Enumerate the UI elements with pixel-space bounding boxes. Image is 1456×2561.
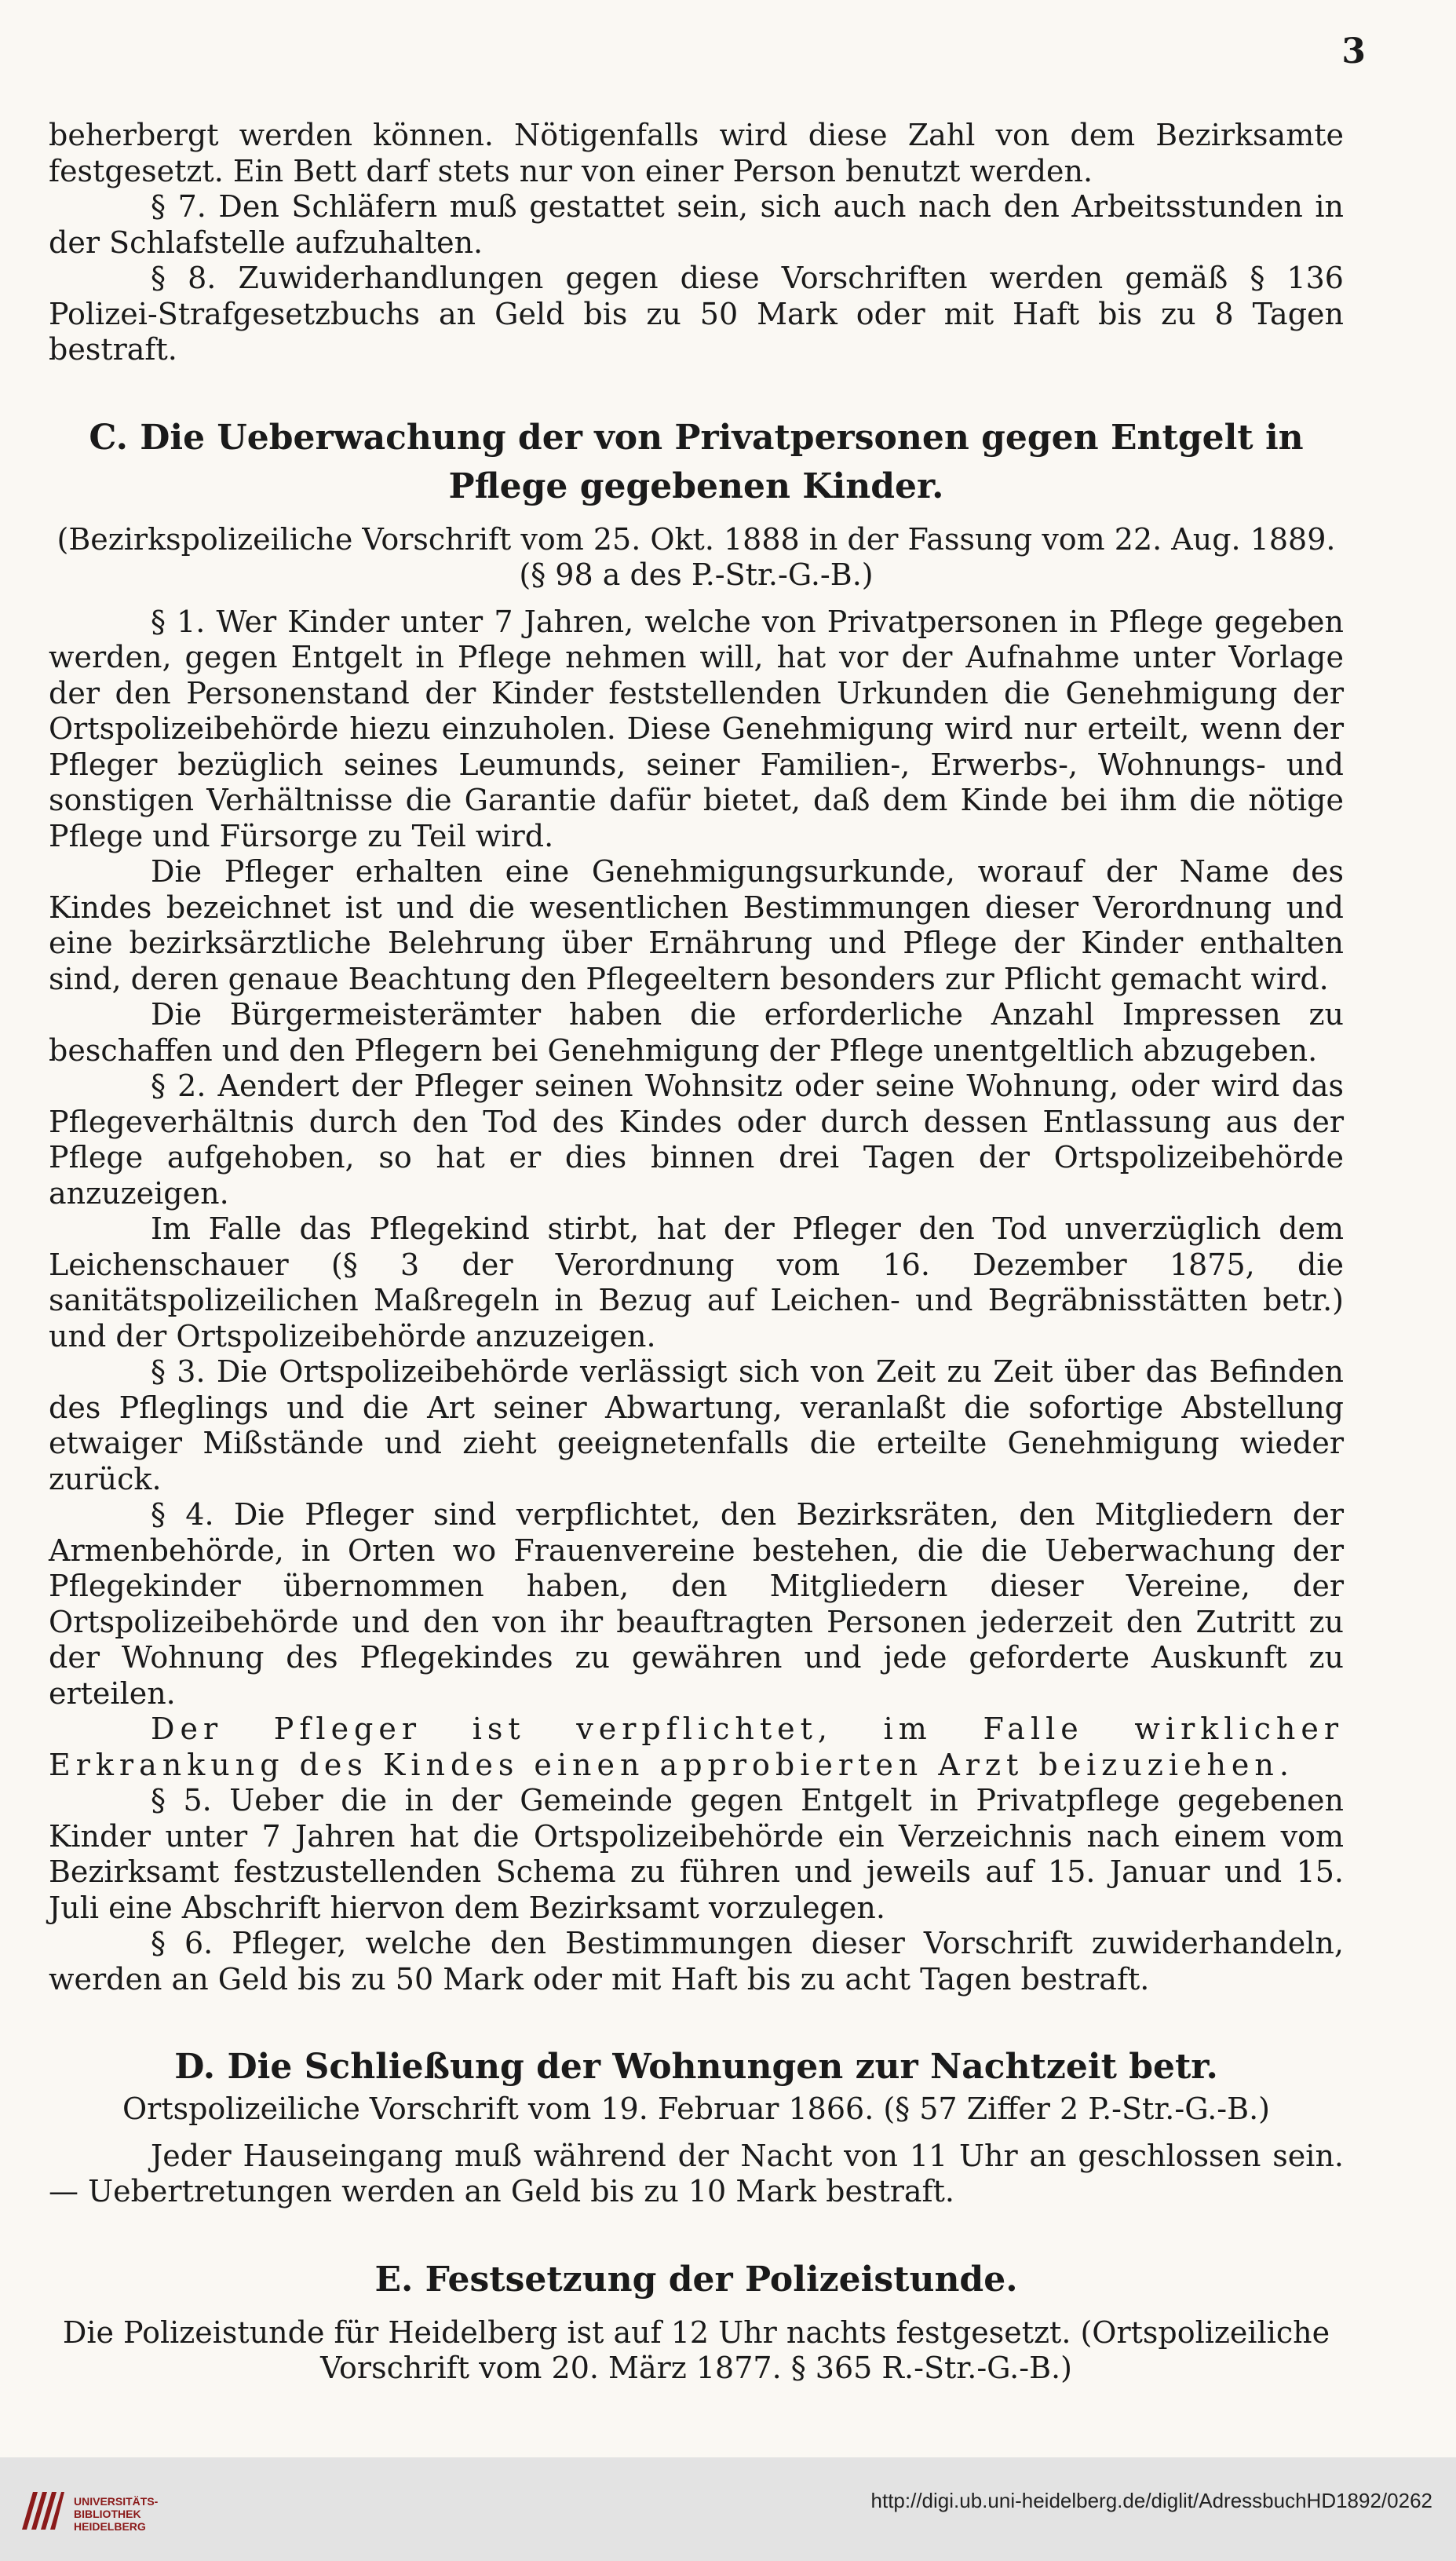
paragraph: § 8. Zuwiderhandlungen gegen diese Vorschriften werden gemäß § 136 Polizei-Strafgesetzbuchs an Geld bis zu 50 Mark oder mit Haft bis zu 8 Tagen bestraft.	[49, 261, 1344, 367]
paragraph: § 2. Aendert der Pfleger seinen Wohnsitz oder seine Wohnung, oder wird das Pflegeverhältnis durch den Tod des Kindes oder durch dessen Entlassung aus der Pflege aufgehoben, so hat er dies binnen drei Tagen der Ortspolizeibehörde anzuzeigen.	[49, 1069, 1344, 1211]
spacer	[49, 2128, 1344, 2139]
source-url-link[interactable]: http://digi.ub.uni-heidelberg.de/diglit/AdressbuchHD1892/0262	[870, 2489, 1432, 2512]
section-subtitle: (Bezirkspolizeiliche Vorschrift vom 25. Okt. 1888 in der Fassung vom 22. Aug. 1889. (§ 98 a des P.-Str.-G.-B.)	[57, 521, 1336, 592]
paragraph: beherbergt werden können. Nötigenfalls wird diese Zahl von dem Bezirksamte festgesetzt. Ein Bett darf stets nur von einer Person benutzt werden.	[49, 118, 1344, 188]
library-logo-icon	[16, 2486, 66, 2536]
section-title: D. Die Schließung der Wohnungen zur Nachtzeit betr.	[174, 2047, 1218, 2087]
logo-line: BIBLIOTHEK	[74, 2508, 141, 2520]
spacer	[49, 2304, 1344, 2315]
paragraph: § 7. Den Schläfern muß gestattet sein, sich auch nach den Arbeitsstunden in der Schlafstelle aufzuhalten.	[49, 189, 1344, 260]
spacer	[49, 368, 1344, 414]
paragraph: Die Bürgermeisterämter haben die erforderliche Anzahl Impressen zu beschaffen und den Pflegern bei Genehmigung der Pflege unentgeltlich abzugeben.	[49, 997, 1344, 1068]
library-logo-text	[74, 2495, 158, 2533]
paragraph: Jeder Hauseingang muß während der Nacht von 11 Uhr an geschlossen sein. — Uebertretungen werden an Geld bis zu 10 Mark bestraft.	[49, 2138, 1344, 2208]
paragraph: § 1. Wer Kinder unter 7 Jahren, welche von Privatpersonen in Pflege gegeben werden, gegen Entgelt in Pflege nehmen will, hat vor der Aufnahme unter Vorlage der den Personenstand der Kinder feststellenden Urkunden die Genehmigung der Ortspolizeibehörde hiezu einzuholen. Diese Genehmigung wird nur erteilt, wenn der Pfleger bezüglich seines Leumunds, seiner Familien-, Erwerbs-, Wohnungs- und sonstigen Verhältnisse die Garantie dafür bietet, daß dem Kinde bei ihm die nötige Pflege und Fürsorge zu Teil wird.	[49, 604, 1344, 853]
spacer	[49, 2210, 1344, 2256]
paragraph: § 3. Die Ortspolizeibehörde verlässigt sich von Zeit zu Zeit über das Befinden des Pfleglings und die Art seiner Abwartung, veranlaßt die sofortige Abstellung etwaiger Mißstände und zieht geeignetenfalls die erteilte Genehmigung wieder zurück.	[49, 1354, 1344, 1496]
paragraph: Die Pfleger erhalten eine Genehmigungsurkunde, worauf der Name des Kindes bezeichnet ist und die wesentlichen Bestimmungen dieser Verordnung und eine bezirksärztliche Belehrung über Ernährung und Pflege der Kinder enthalten sind, deren genaue Beachtung den Pflegeeltern besonders zur Pflicht gemacht wird.	[49, 854, 1344, 996]
paragraph: § 4. Die Pfleger sind verpflichtet, den Bezirksräten, den Mitgliedern der Armenbehörde, in Orten wo Frauenvereine bestehen, die die Ueberwachung der Pflegekinder übernommen haben, den Mitgliedern dieser Vereine, der Ortspolizeibehörde und den von ihr beauftragten Personen jederzeit den Zutritt zu der Wohnung des Pflegekindes zu gewähren und jede geforderte Auskunft zu erteilen.	[49, 1497, 1344, 1711]
spacer	[49, 1997, 1344, 2043]
paragraph: Im Falle das Pflegekind stirbt, hat der Pfleger den Tod unverzüglich dem Leichenschauer (§ 3 der Verordnung vom 16. Dezember 1875, die sanitätspolizeilichen Maßregeln in Bezug auf Leichen- und Begräbnisstätten betr.) und der Ortspolizeibehörde anzuzeigen.	[49, 1211, 1344, 1354]
paragraph: Der Pfleger ist verpflichtet, im Falle wirklicher Erkrankung des Kindes einen approbierten Arzt beizuziehen.	[49, 1712, 1344, 1782]
section-title: E. Festsetzung der Polizeistunde.	[374, 2259, 1018, 2300]
spacer	[49, 594, 1344, 605]
footer-bar	[0, 2457, 1456, 2561]
section-title: C. Die Ueberwachung der von Privatpersonen gegen Entgelt in Pflege gegebenen Kinder.	[89, 417, 1304, 506]
document-body	[49, 118, 1344, 2387]
paragraph: § 6. Pfleger, welche den Bestimmungen dieser Vorschrift zuwiderhandeln, werden an Geld bis zu 50 Mark oder mit Haft bis zu acht Tagen bestraft.	[49, 1926, 1344, 1997]
section-subtitle: Die Polizeistunde für Heidelberg ist auf 12 Uhr nachts festgesetzt. (Ortspolizeiliche Vorschrift vom 20. März 1877. § 365 R.-Str.-G.-B.)	[62, 2314, 1330, 2385]
logo-line: UNIVERSITÄTS-	[74, 2495, 159, 2508]
section-subtitle: Ortspolizeiliche Vorschrift vom 19. Februar 1866. (§ 57 Ziffer 2 P.-Str.-G.-B.)	[122, 2092, 1270, 2126]
logo-line: HEIDELBERG	[74, 2520, 146, 2533]
page-number: 3	[1341, 31, 1366, 71]
paragraph: § 5. Ueber die in der Gemeinde gegen Entgelt in Privatpflege gegebenen Kinder unter 7 Jahren hat die Ortspolizeibehörde ein Verzeichnis nach einem vom Bezirksamt festzustellenden Schema zu führen und jeweils auf 15. Januar und 15. Juli eine Abschrift hiervon dem Bezirksamt vorzulegen.	[49, 1783, 1344, 1925]
spacer	[49, 511, 1344, 522]
library-logo[interactable]	[16, 2475, 157, 2545]
